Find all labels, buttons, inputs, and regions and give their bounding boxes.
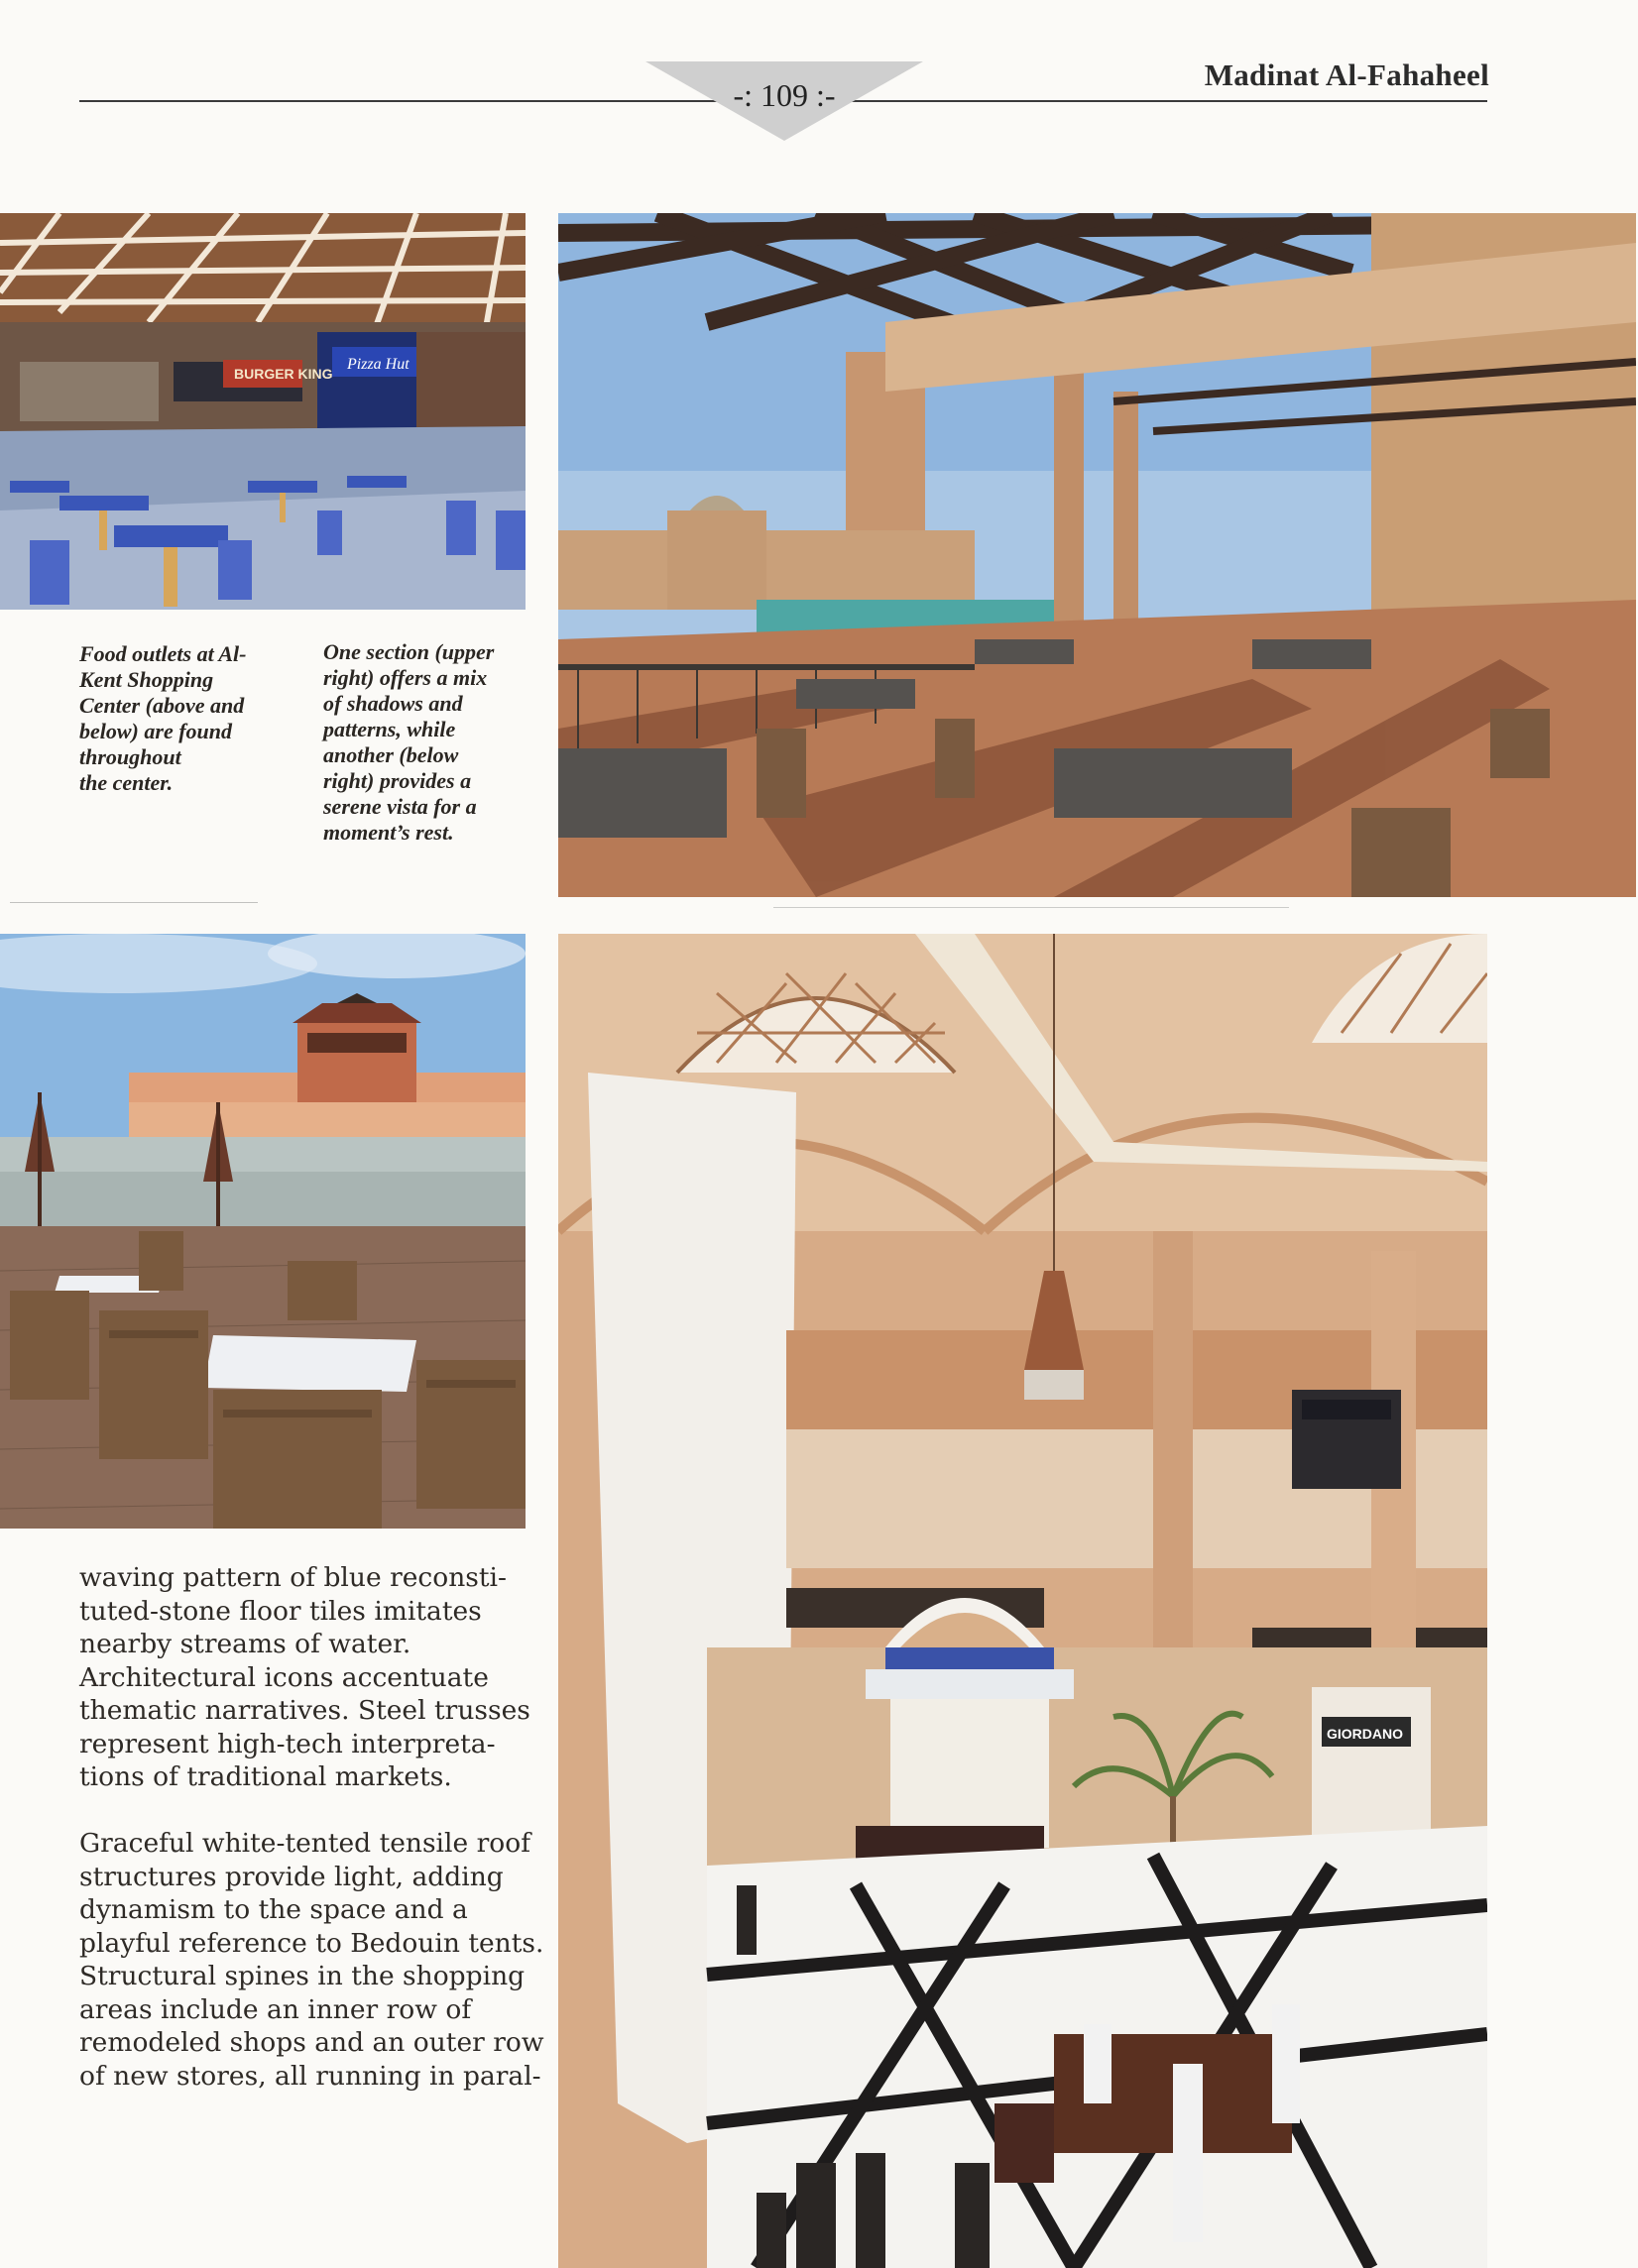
- photo-lagoon-cafe: [0, 934, 526, 1529]
- body-paragraph-2: Graceful white-tented tensile roof structures provide light, adding dynamism to the space and a playful reference to Bedouin tents. Structural spines in the shopping areas include an inner row of remodeled shops and an outer row of new stores, all running in paral-: [79, 1828, 544, 2092]
- pizza-hut-sign: Pizza Hut: [347, 356, 410, 373]
- divider-right: [773, 907, 1289, 908]
- burger-king-sign: BURGER KING: [234, 366, 333, 382]
- divider-left: [10, 902, 258, 903]
- caption-section-mix: One section (upper right) offers a mix of shadows and patterns, while another (below right) provides a serene vista for a moment’s rest.: [323, 639, 495, 845]
- photo-food-court: [0, 213, 526, 610]
- page-number: -: 109 :-: [733, 77, 836, 113]
- photo-atrium: [558, 934, 1487, 2268]
- caption-food-outlets: Food outlets at Al- Kent Shopping Center (above and below) are found throughout the center.: [79, 641, 247, 795]
- body-paragraph-1: waving pattern of blue reconsti- tuted-stone floor tiles imitates nearby streams of water. Architectural icons accentuate thematic narratives. Steel trusses represent high-tech interpreta- tions of traditional markets.: [79, 1562, 530, 1792]
- giordano-sign: GIORDANO: [1327, 1726, 1403, 1742]
- running-head: Madinat Al-Fahaheel: [1204, 57, 1489, 92]
- photo-terrace-pergola: [558, 213, 1636, 897]
